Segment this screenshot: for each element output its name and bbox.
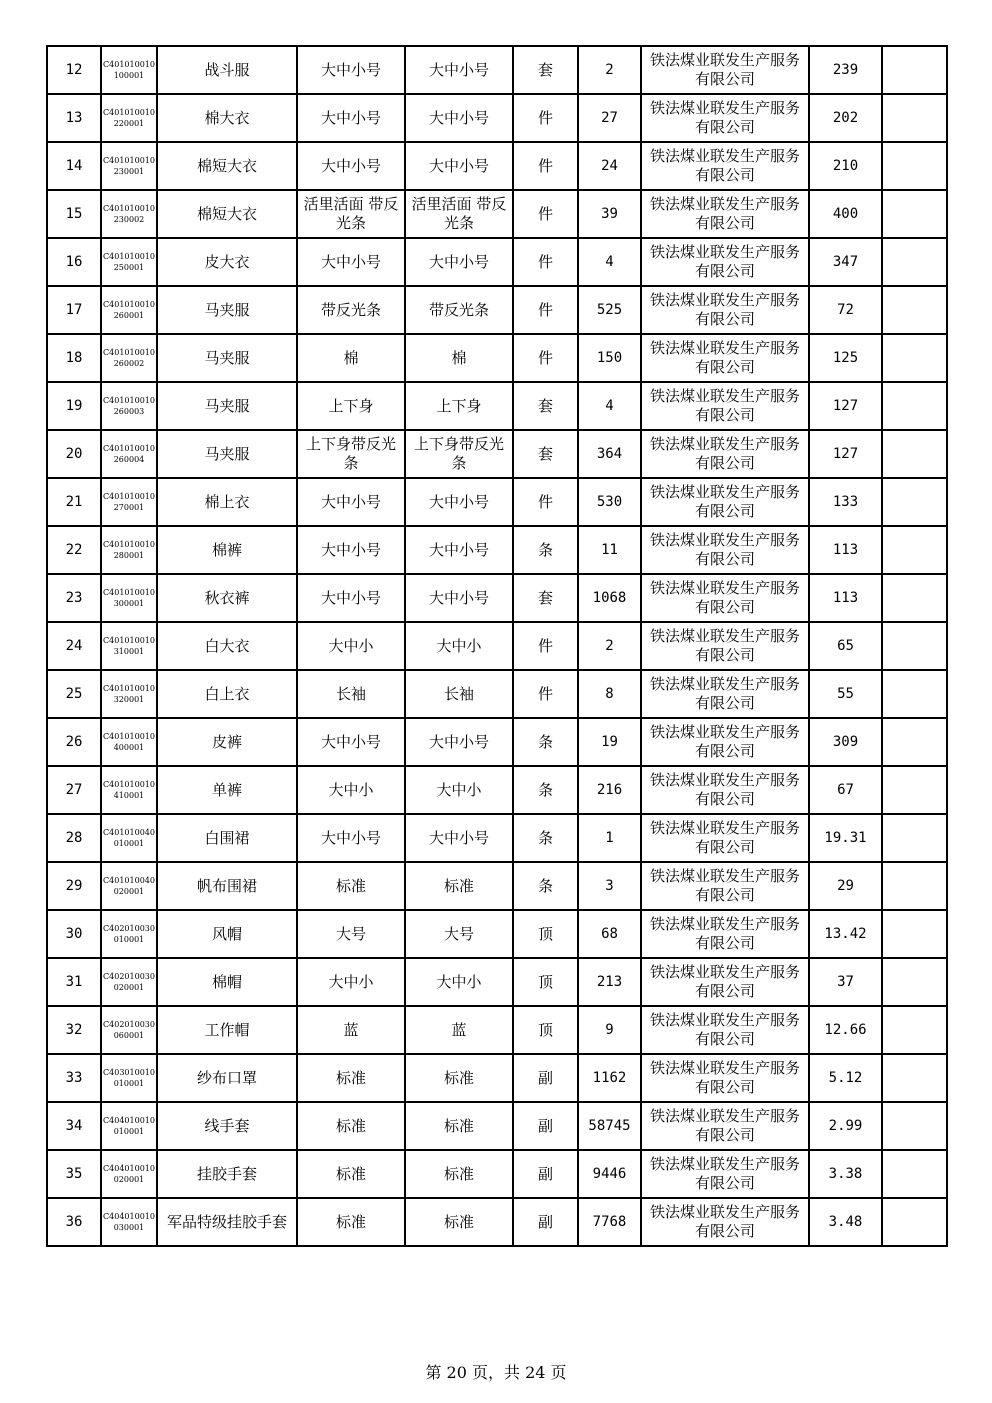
table-row bbox=[47, 430, 947, 478]
item-name-cell: 军品特级挂胶手套 bbox=[157, 1198, 297, 1246]
unit-price-cell: 347 bbox=[809, 238, 882, 286]
model-cell: 大号 bbox=[405, 910, 513, 958]
unit-cell: 件 bbox=[513, 334, 578, 382]
supplier-cell: 铁法煤业联发生产服务有限公司 bbox=[641, 910, 809, 958]
remark-cell bbox=[882, 46, 947, 94]
material-code-cell: C404010010010001 bbox=[101, 1102, 157, 1150]
table-row bbox=[47, 238, 947, 286]
unit-cell: 套 bbox=[513, 430, 578, 478]
quantity-cell: 2 bbox=[578, 46, 641, 94]
supplier-cell: 铁法煤业联发生产服务有限公司 bbox=[641, 430, 809, 478]
model-cell: 标准 bbox=[405, 862, 513, 910]
unit-price-cell: 3.38 bbox=[809, 1150, 882, 1198]
item-name-cell: 单裤 bbox=[157, 766, 297, 814]
row-number-cell: 21 bbox=[47, 478, 101, 526]
quantity-cell: 364 bbox=[578, 430, 641, 478]
unit-cell: 条 bbox=[513, 526, 578, 574]
material-code-cell: C402010030010001 bbox=[101, 910, 157, 958]
unit-cell: 条 bbox=[513, 766, 578, 814]
unit-cell: 条 bbox=[513, 814, 578, 862]
material-code-cell: C401010010260004 bbox=[101, 430, 157, 478]
unit-cell: 副 bbox=[513, 1150, 578, 1198]
row-number-cell: 29 bbox=[47, 862, 101, 910]
table-row bbox=[47, 334, 947, 382]
page-number-footer: 第 20 页，共 24 页 bbox=[425, 1363, 567, 1382]
table-row bbox=[47, 94, 947, 142]
row-number-cell: 32 bbox=[47, 1006, 101, 1054]
material-code-cell: C403010010010001 bbox=[101, 1054, 157, 1102]
material-code-cell: C404010010030001 bbox=[101, 1198, 157, 1246]
supplier-cell: 铁法煤业联发生产服务有限公司 bbox=[641, 1198, 809, 1246]
unit-price-cell: 65 bbox=[809, 622, 882, 670]
table-row bbox=[47, 46, 947, 94]
item-name-cell: 挂胶手套 bbox=[157, 1150, 297, 1198]
specification-cell: 大号 bbox=[297, 910, 405, 958]
table-row bbox=[47, 766, 947, 814]
model-cell: 大中小号 bbox=[405, 814, 513, 862]
model-cell: 标准 bbox=[405, 1198, 513, 1246]
model-cell: 带反光条 bbox=[405, 286, 513, 334]
item-name-cell: 帆布围裙 bbox=[157, 862, 297, 910]
material-code-cell: C401010010320001 bbox=[101, 670, 157, 718]
remark-cell bbox=[882, 670, 947, 718]
remark-cell bbox=[882, 334, 947, 382]
material-code-cell: C401010010230002 bbox=[101, 190, 157, 238]
unit-cell: 件 bbox=[513, 670, 578, 718]
unit-price-cell: 127 bbox=[809, 382, 882, 430]
supplier-cell: 铁法煤业联发生产服务有限公司 bbox=[641, 670, 809, 718]
unit-cell: 副 bbox=[513, 1102, 578, 1150]
item-name-cell: 马夹服 bbox=[157, 334, 297, 382]
model-cell: 大中小号 bbox=[405, 478, 513, 526]
quantity-cell: 1068 bbox=[578, 574, 641, 622]
quantity-cell: 39 bbox=[578, 190, 641, 238]
material-code-cell: C401010010280001 bbox=[101, 526, 157, 574]
specification-cell: 大中小 bbox=[297, 622, 405, 670]
row-number-cell: 34 bbox=[47, 1102, 101, 1150]
table-row bbox=[47, 718, 947, 766]
quantity-cell: 19 bbox=[578, 718, 641, 766]
supplier-cell: 铁法煤业联发生产服务有限公司 bbox=[641, 286, 809, 334]
supplier-cell: 铁法煤业联发生产服务有限公司 bbox=[641, 574, 809, 622]
item-name-cell: 皮裤 bbox=[157, 718, 297, 766]
item-table-body bbox=[47, 46, 947, 1246]
remark-cell bbox=[882, 862, 947, 910]
model-cell: 上下身 bbox=[405, 382, 513, 430]
remark-cell bbox=[882, 574, 947, 622]
row-number-cell: 36 bbox=[47, 1198, 101, 1246]
specification-cell: 标准 bbox=[297, 1102, 405, 1150]
quantity-cell: 525 bbox=[578, 286, 641, 334]
model-cell: 活里活面 带反光条 bbox=[405, 190, 513, 238]
specification-cell: 大中小号 bbox=[297, 142, 405, 190]
item-name-cell: 工作帽 bbox=[157, 1006, 297, 1054]
row-number-cell: 33 bbox=[47, 1054, 101, 1102]
unit-cell: 件 bbox=[513, 238, 578, 286]
model-cell: 标准 bbox=[405, 1054, 513, 1102]
unit-cell: 套 bbox=[513, 46, 578, 94]
quantity-cell: 9446 bbox=[578, 1150, 641, 1198]
unit-price-cell: 113 bbox=[809, 574, 882, 622]
remark-cell bbox=[882, 814, 947, 862]
row-number-cell: 28 bbox=[47, 814, 101, 862]
material-code-cell: C401010010270001 bbox=[101, 478, 157, 526]
row-number-cell: 20 bbox=[47, 430, 101, 478]
supplier-cell: 铁法煤业联发生产服务有限公司 bbox=[641, 814, 809, 862]
table-row bbox=[47, 1198, 947, 1246]
table-row bbox=[47, 190, 947, 238]
item-name-cell: 马夹服 bbox=[157, 382, 297, 430]
unit-cell: 顶 bbox=[513, 958, 578, 1006]
remark-cell bbox=[882, 190, 947, 238]
unit-price-cell: 202 bbox=[809, 94, 882, 142]
quantity-cell: 4 bbox=[578, 382, 641, 430]
unit-cell: 件 bbox=[513, 286, 578, 334]
table-row bbox=[47, 1150, 947, 1198]
unit-price-cell: 239 bbox=[809, 46, 882, 94]
row-number-cell: 26 bbox=[47, 718, 101, 766]
material-code-cell: C402010030020001 bbox=[101, 958, 157, 1006]
item-name-cell: 棉短大衣 bbox=[157, 190, 297, 238]
item-name-cell: 风帽 bbox=[157, 910, 297, 958]
quantity-cell: 11 bbox=[578, 526, 641, 574]
remark-cell bbox=[882, 958, 947, 1006]
remark-cell bbox=[882, 238, 947, 286]
quantity-cell: 1 bbox=[578, 814, 641, 862]
row-number-cell: 23 bbox=[47, 574, 101, 622]
unit-price-cell: 400 bbox=[809, 190, 882, 238]
row-number-cell: 25 bbox=[47, 670, 101, 718]
material-code-cell: C401010010300001 bbox=[101, 574, 157, 622]
supplier-cell: 铁法煤业联发生产服务有限公司 bbox=[641, 382, 809, 430]
remark-cell bbox=[882, 1150, 947, 1198]
table-row bbox=[47, 286, 947, 334]
material-code-cell: C401010040010001 bbox=[101, 814, 157, 862]
unit-price-cell: 113 bbox=[809, 526, 882, 574]
table-row bbox=[47, 1006, 947, 1054]
unit-cell: 件 bbox=[513, 190, 578, 238]
model-cell: 大中小号 bbox=[405, 574, 513, 622]
specification-cell: 大中小 bbox=[297, 766, 405, 814]
item-name-cell: 棉上衣 bbox=[157, 478, 297, 526]
material-code-cell: C401010010310001 bbox=[101, 622, 157, 670]
model-cell: 大中小 bbox=[405, 622, 513, 670]
model-cell: 棉 bbox=[405, 334, 513, 382]
item-name-cell: 秋衣裤 bbox=[157, 574, 297, 622]
unit-price-cell: 67 bbox=[809, 766, 882, 814]
row-number-cell: 19 bbox=[47, 382, 101, 430]
specification-cell: 大中小号 bbox=[297, 814, 405, 862]
item-name-cell: 白上衣 bbox=[157, 670, 297, 718]
unit-cell: 件 bbox=[513, 622, 578, 670]
item-name-cell: 白围裙 bbox=[157, 814, 297, 862]
remark-cell bbox=[882, 1006, 947, 1054]
material-code-cell: C401010010250001 bbox=[101, 238, 157, 286]
unit-cell: 件 bbox=[513, 142, 578, 190]
item-name-cell: 马夹服 bbox=[157, 430, 297, 478]
model-cell: 大中小 bbox=[405, 766, 513, 814]
material-code-cell: C401010010230001 bbox=[101, 142, 157, 190]
row-number-cell: 18 bbox=[47, 334, 101, 382]
row-number-cell: 12 bbox=[47, 46, 101, 94]
quantity-cell: 213 bbox=[578, 958, 641, 1006]
model-cell: 大中小号 bbox=[405, 94, 513, 142]
supplier-cell: 铁法煤业联发生产服务有限公司 bbox=[641, 766, 809, 814]
quantity-cell: 7768 bbox=[578, 1198, 641, 1246]
table-row bbox=[47, 910, 947, 958]
table-row bbox=[47, 142, 947, 190]
quantity-cell: 1162 bbox=[578, 1054, 641, 1102]
unit-price-cell: 12.66 bbox=[809, 1006, 882, 1054]
unit-price-cell: 127 bbox=[809, 430, 882, 478]
table-row bbox=[47, 1102, 947, 1150]
unit-cell: 件 bbox=[513, 94, 578, 142]
remark-cell bbox=[882, 286, 947, 334]
supplier-cell: 铁法煤业联发生产服务有限公司 bbox=[641, 46, 809, 94]
specification-cell: 带反光条 bbox=[297, 286, 405, 334]
remark-cell bbox=[882, 382, 947, 430]
model-cell: 大中小 bbox=[405, 958, 513, 1006]
supplier-cell: 铁法煤业联发生产服务有限公司 bbox=[641, 622, 809, 670]
remark-cell bbox=[882, 430, 947, 478]
supplier-cell: 铁法煤业联发生产服务有限公司 bbox=[641, 238, 809, 286]
unit-price-cell: 125 bbox=[809, 334, 882, 382]
table-row bbox=[47, 862, 947, 910]
supplier-cell: 铁法煤业联发生产服务有限公司 bbox=[641, 94, 809, 142]
unit-price-cell: 309 bbox=[809, 718, 882, 766]
quantity-cell: 27 bbox=[578, 94, 641, 142]
unit-price-cell: 3.48 bbox=[809, 1198, 882, 1246]
material-code-cell: C402010030060001 bbox=[101, 1006, 157, 1054]
supplier-cell: 铁法煤业联发生产服务有限公司 bbox=[641, 1150, 809, 1198]
quantity-cell: 2 bbox=[578, 622, 641, 670]
quantity-cell: 9 bbox=[578, 1006, 641, 1054]
supplier-cell: 铁法煤业联发生产服务有限公司 bbox=[641, 958, 809, 1006]
table-row bbox=[47, 622, 947, 670]
unit-cell: 条 bbox=[513, 862, 578, 910]
specification-cell: 大中小 bbox=[297, 958, 405, 1006]
model-cell: 大中小号 bbox=[405, 526, 513, 574]
model-cell: 大中小号 bbox=[405, 46, 513, 94]
supplier-cell: 铁法煤业联发生产服务有限公司 bbox=[641, 862, 809, 910]
quantity-cell: 8 bbox=[578, 670, 641, 718]
model-cell: 上下身带反光条 bbox=[405, 430, 513, 478]
row-number-cell: 16 bbox=[47, 238, 101, 286]
specification-cell: 长袖 bbox=[297, 670, 405, 718]
specification-cell: 大中小号 bbox=[297, 46, 405, 94]
supplier-cell: 铁法煤业联发生产服务有限公司 bbox=[641, 1102, 809, 1150]
material-code-cell: C401010040020001 bbox=[101, 862, 157, 910]
remark-cell bbox=[882, 910, 947, 958]
remark-cell bbox=[882, 526, 947, 574]
table-row bbox=[47, 478, 947, 526]
quantity-cell: 3 bbox=[578, 862, 641, 910]
row-number-cell: 35 bbox=[47, 1150, 101, 1198]
item-name-cell: 纱布口罩 bbox=[157, 1054, 297, 1102]
table-row bbox=[47, 574, 947, 622]
unit-cell: 套 bbox=[513, 574, 578, 622]
remark-cell bbox=[882, 1102, 947, 1150]
supplier-cell: 铁法煤业联发生产服务有限公司 bbox=[641, 478, 809, 526]
unit-cell: 套 bbox=[513, 382, 578, 430]
specification-cell: 上下身带反光条 bbox=[297, 430, 405, 478]
table-row bbox=[47, 814, 947, 862]
material-code-cell: C401010010260002 bbox=[101, 334, 157, 382]
specification-cell: 标准 bbox=[297, 1054, 405, 1102]
unit-price-cell: 29 bbox=[809, 862, 882, 910]
row-number-cell: 24 bbox=[47, 622, 101, 670]
model-cell: 蓝 bbox=[405, 1006, 513, 1054]
row-number-cell: 30 bbox=[47, 910, 101, 958]
specification-cell: 大中小号 bbox=[297, 94, 405, 142]
model-cell: 标准 bbox=[405, 1102, 513, 1150]
remark-cell bbox=[882, 1054, 947, 1102]
model-cell: 大中小号 bbox=[405, 142, 513, 190]
material-code-cell: C401010010220001 bbox=[101, 94, 157, 142]
model-cell: 大中小号 bbox=[405, 238, 513, 286]
unit-cell: 副 bbox=[513, 1198, 578, 1246]
quantity-cell: 530 bbox=[578, 478, 641, 526]
table-row bbox=[47, 1054, 947, 1102]
row-number-cell: 31 bbox=[47, 958, 101, 1006]
item-name-cell: 战斗服 bbox=[157, 46, 297, 94]
unit-price-cell: 5.12 bbox=[809, 1054, 882, 1102]
item-name-cell: 棉大衣 bbox=[157, 94, 297, 142]
material-code-cell: C401010010260003 bbox=[101, 382, 157, 430]
unit-cell: 顶 bbox=[513, 1006, 578, 1054]
remark-cell bbox=[882, 766, 947, 814]
material-code-cell: C404010010020001 bbox=[101, 1150, 157, 1198]
specification-cell: 标准 bbox=[297, 1150, 405, 1198]
remark-cell bbox=[882, 478, 947, 526]
unit-price-cell: 13.42 bbox=[809, 910, 882, 958]
specification-cell: 大中小号 bbox=[297, 574, 405, 622]
quantity-cell: 150 bbox=[578, 334, 641, 382]
supplier-cell: 铁法煤业联发生产服务有限公司 bbox=[641, 526, 809, 574]
material-code-cell: C401010010100001 bbox=[101, 46, 157, 94]
item-table bbox=[46, 45, 948, 1247]
unit-cell: 条 bbox=[513, 718, 578, 766]
specification-cell: 大中小号 bbox=[297, 238, 405, 286]
material-code-cell: C401010010260001 bbox=[101, 286, 157, 334]
quantity-cell: 216 bbox=[578, 766, 641, 814]
item-name-cell: 棉短大衣 bbox=[157, 142, 297, 190]
model-cell: 标准 bbox=[405, 1150, 513, 1198]
quantity-cell: 58745 bbox=[578, 1102, 641, 1150]
specification-cell: 棉 bbox=[297, 334, 405, 382]
table-row bbox=[47, 382, 947, 430]
specification-cell: 上下身 bbox=[297, 382, 405, 430]
supplier-cell: 铁法煤业联发生产服务有限公司 bbox=[641, 334, 809, 382]
model-cell: 长袖 bbox=[405, 670, 513, 718]
unit-price-cell: 133 bbox=[809, 478, 882, 526]
item-name-cell: 马夹服 bbox=[157, 286, 297, 334]
supplier-cell: 铁法煤业联发生产服务有限公司 bbox=[641, 718, 809, 766]
unit-price-cell: 2.99 bbox=[809, 1102, 882, 1150]
specification-cell: 蓝 bbox=[297, 1006, 405, 1054]
unit-price-cell: 19.31 bbox=[809, 814, 882, 862]
row-number-cell: 15 bbox=[47, 190, 101, 238]
item-name-cell: 棉帽 bbox=[157, 958, 297, 1006]
item-name-cell: 皮大衣 bbox=[157, 238, 297, 286]
unit-price-cell: 37 bbox=[809, 958, 882, 1006]
quantity-cell: 68 bbox=[578, 910, 641, 958]
unit-cell: 顶 bbox=[513, 910, 578, 958]
supplier-cell: 铁法煤业联发生产服务有限公司 bbox=[641, 1054, 809, 1102]
unit-price-cell: 72 bbox=[809, 286, 882, 334]
table-row bbox=[47, 670, 947, 718]
item-name-cell: 线手套 bbox=[157, 1102, 297, 1150]
material-code-cell: C401010010400001 bbox=[101, 718, 157, 766]
row-number-cell: 22 bbox=[47, 526, 101, 574]
supplier-cell: 铁法煤业联发生产服务有限公司 bbox=[641, 142, 809, 190]
model-cell: 大中小号 bbox=[405, 718, 513, 766]
remark-cell bbox=[882, 718, 947, 766]
specification-cell: 大中小号 bbox=[297, 526, 405, 574]
row-number-cell: 13 bbox=[47, 94, 101, 142]
item-name-cell: 白大衣 bbox=[157, 622, 297, 670]
specification-cell: 标准 bbox=[297, 862, 405, 910]
unit-cell: 副 bbox=[513, 1054, 578, 1102]
remark-cell bbox=[882, 94, 947, 142]
material-code-cell: C401010010410001 bbox=[101, 766, 157, 814]
supplier-cell: 铁法煤业联发生产服务有限公司 bbox=[641, 1006, 809, 1054]
table-row bbox=[47, 958, 947, 1006]
row-number-cell: 27 bbox=[47, 766, 101, 814]
supplier-cell: 铁法煤业联发生产服务有限公司 bbox=[641, 190, 809, 238]
remark-cell bbox=[882, 1198, 947, 1246]
specification-cell: 大中小号 bbox=[297, 478, 405, 526]
row-number-cell: 17 bbox=[47, 286, 101, 334]
quantity-cell: 4 bbox=[578, 238, 641, 286]
unit-cell: 件 bbox=[513, 478, 578, 526]
unit-price-cell: 55 bbox=[809, 670, 882, 718]
table-row bbox=[47, 526, 947, 574]
quantity-cell: 24 bbox=[578, 142, 641, 190]
specification-cell: 大中小号 bbox=[297, 718, 405, 766]
specification-cell: 活里活面 带反光条 bbox=[297, 190, 405, 238]
item-name-cell: 棉裤 bbox=[157, 526, 297, 574]
remark-cell bbox=[882, 142, 947, 190]
specification-cell: 标准 bbox=[297, 1198, 405, 1246]
row-number-cell: 14 bbox=[47, 142, 101, 190]
unit-price-cell: 210 bbox=[809, 142, 882, 190]
remark-cell bbox=[882, 622, 947, 670]
